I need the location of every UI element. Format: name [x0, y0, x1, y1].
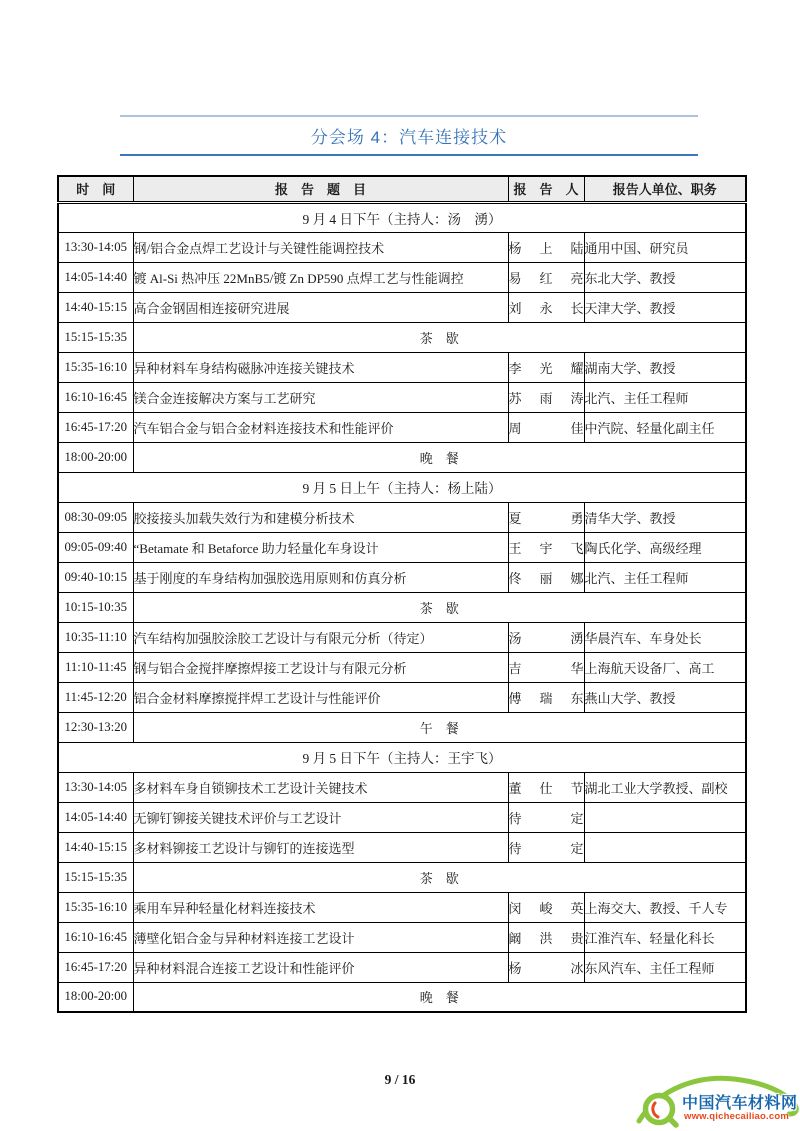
speaker-cell: 杨上陆	[508, 232, 584, 262]
time-cell: 14:05-14:40	[58, 802, 133, 832]
talk-row	[58, 382, 746, 412]
talk-row	[58, 232, 746, 262]
speaker-cell: 闵峻英	[508, 892, 584, 922]
talk-title-cell: 异种材料混合连接工艺设计和性能评价	[133, 952, 508, 982]
time-cell: 13:30-14:05	[58, 232, 133, 262]
page-number: 9 / 16	[384, 1072, 416, 1087]
speaker-cell: 傅瑞东	[508, 682, 584, 712]
session-header-row	[58, 202, 746, 232]
talk-title-cell: 汽车结构加强胶涂胶工艺设计与有限元分析（待定）	[133, 622, 508, 652]
session-header-row	[58, 742, 746, 772]
time-cell: 15:35-16:10	[58, 352, 133, 382]
time-cell: 15:15-15:35	[58, 862, 133, 892]
break-row	[58, 592, 746, 622]
speaker-cell: 待定	[508, 802, 584, 832]
session-header-label: 9 月 5 日上午（主持人：杨上陆）	[58, 472, 746, 502]
talk-title-cell: 薄壁化铝合金与异种材料连接工艺设计	[133, 922, 508, 952]
time-cell: 13:30-14:05	[58, 772, 133, 802]
talk-title-cell: 高合金钢固相连接研究进展	[133, 292, 508, 322]
org-cell: 通用中国、研究员	[584, 232, 746, 262]
org-cell: 清华大学、教授	[584, 502, 746, 532]
org-cell: 上海航天设备厂、高工	[584, 652, 746, 682]
talk-row	[58, 892, 746, 922]
time-cell: 14:40-15:15	[58, 292, 133, 322]
session-header-row	[58, 472, 746, 502]
speaker-cell: 待定	[508, 832, 584, 862]
speaker-cell: 佟丽娜	[508, 562, 584, 592]
time-cell: 10:35-11:10	[58, 622, 133, 652]
speaker-cell: 阚洪贵	[508, 922, 584, 952]
time-cell: 12:30-13:20	[58, 712, 133, 742]
speaker-cell: 李光耀	[508, 352, 584, 382]
talk-row	[58, 532, 746, 562]
org-cell: 北汽、主任工程师	[584, 382, 746, 412]
site-logo	[632, 1071, 800, 1131]
break-label: 茶 歇	[133, 592, 746, 622]
org-cell: 燕山大学、教授	[584, 682, 746, 712]
talk-title-cell: 钢/铝合金点焊工艺设计与关键性能调控技术	[133, 232, 508, 262]
time-cell: 08:30-09:05	[58, 502, 133, 532]
schedule-table	[57, 175, 747, 1013]
logo-site-name: 中国汽车材料网	[682, 1095, 798, 1112]
talk-row	[58, 502, 746, 532]
speaker-cell: 周佳	[508, 412, 584, 442]
org-cell: 中汽院、轻量化副主任	[584, 412, 746, 442]
break-row	[58, 862, 746, 892]
time-cell: 18:00-20:00	[58, 442, 133, 472]
talk-row	[58, 682, 746, 712]
speaker-cell: 汤湧	[508, 622, 584, 652]
break-row	[58, 982, 746, 1012]
talk-title-cell: 基于刚度的车身结构加强胶选用原则和仿真分析	[133, 562, 508, 592]
session-header-label: 9 月 4 日下午（主持人：汤 湧）	[58, 202, 746, 232]
talk-row	[58, 952, 746, 982]
org-cell: 湖南大学、教授	[584, 352, 746, 382]
talk-row	[58, 772, 746, 802]
break-label: 茶 歇	[133, 862, 746, 892]
break-row	[58, 322, 746, 352]
org-cell: 湖北工业大学教授、副校	[584, 772, 746, 802]
speaker-cell: 易红亮	[508, 262, 584, 292]
time-cell: 11:10-11:45	[58, 652, 133, 682]
time-cell: 10:15-10:35	[58, 592, 133, 622]
talk-title-cell: 铝合金材料摩擦搅拌焊工艺设计与性能评价	[133, 682, 508, 712]
logo-site-url: www.qichecailiao.com	[684, 1111, 790, 1122]
talk-title-cell: 异种材料车身结构磁脉冲连接关键技术	[133, 352, 508, 382]
org-cell: 东风汽车、主任工程师	[584, 952, 746, 982]
org-cell: 江淮汽车、轻量化科长	[584, 922, 746, 952]
talk-row	[58, 652, 746, 682]
talk-row	[58, 262, 746, 292]
org-cell	[584, 832, 746, 862]
time-cell: 16:45-17:20	[58, 952, 133, 982]
speaker-cell: 杨冰	[508, 952, 584, 982]
talk-row	[58, 622, 746, 652]
break-row	[58, 442, 746, 472]
speaker-cell: 夏勇	[508, 502, 584, 532]
talk-row	[58, 562, 746, 592]
talk-title-cell: 乘用车异种轻量化材料连接技术	[133, 892, 508, 922]
time-cell: 09:05-09:40	[58, 532, 133, 562]
org-cell: 陶氏化学、高级经理	[584, 532, 746, 562]
talk-row	[58, 292, 746, 322]
talk-title-cell: 镁合金连接解决方案与工艺研究	[133, 382, 508, 412]
speaker-cell: 王宇飞	[508, 532, 584, 562]
org-cell	[584, 802, 746, 832]
session-header-label: 9 月 5 日下午（主持人：王宇飞）	[58, 742, 746, 772]
speaker-cell: 苏雨涛	[508, 382, 584, 412]
break-label: 茶 歇	[133, 322, 746, 352]
col-header-speaker: 报 告 人	[508, 176, 584, 202]
speaker-cell: 董仕节	[508, 772, 584, 802]
org-cell: 上海交大、教授、千人专	[584, 892, 746, 922]
time-cell: 16:10-16:45	[58, 922, 133, 952]
talk-title-cell: 多材料车身自锁铆技术工艺设计关键技术	[133, 772, 508, 802]
speaker-cell: 刘永长	[508, 292, 584, 322]
col-header-org: 报告人单位、职务	[584, 176, 746, 202]
time-cell: 15:15-15:35	[58, 322, 133, 352]
talk-row	[58, 922, 746, 952]
break-row	[58, 712, 746, 742]
time-cell: 14:40-15:15	[58, 832, 133, 862]
talk-row	[58, 832, 746, 862]
talk-title-cell: 钢与铝合金搅拌摩擦焊接工艺设计与有限元分析	[133, 652, 508, 682]
org-cell: 北汽、主任工程师	[584, 562, 746, 592]
org-cell: 东北大学、教授	[584, 262, 746, 292]
talk-title-cell: 胶接接头加载失效行为和建模分析技术	[133, 502, 508, 532]
talk-row	[58, 352, 746, 382]
talk-row	[58, 412, 746, 442]
talk-title-cell: “Betamate 和 Betaforce 助力轻量化车身设计	[133, 532, 508, 562]
session-title: 分会场 4：汽车连接技术	[120, 115, 698, 156]
break-label: 晚 餐	[133, 442, 746, 472]
talk-title-cell: 汽车铝合金与铝合金材料连接技术和性能评价	[133, 412, 508, 442]
header-row	[58, 176, 746, 202]
break-label: 晚 餐	[133, 982, 746, 1012]
talk-title-cell: 无铆钉铆接关键技术评价与工艺设计	[133, 802, 508, 832]
time-cell: 15:35-16:10	[58, 892, 133, 922]
col-header-time: 时 间	[58, 176, 133, 202]
time-cell: 16:45-17:20	[58, 412, 133, 442]
talk-title-cell: 多材料铆接工艺设计与铆钉的连接选型	[133, 832, 508, 862]
talk-title-cell: 镀 Al-Si 热冲压 22MnB5/镀 Zn DP590 点焊工艺与性能调控	[133, 262, 508, 292]
col-header-title: 报 告 题 目	[133, 176, 508, 202]
org-cell: 天津大学、教授	[584, 292, 746, 322]
time-cell: 09:40-10:15	[58, 562, 133, 592]
break-label: 午 餐	[133, 712, 746, 742]
time-cell: 14:05-14:40	[58, 262, 133, 292]
time-cell: 16:10-16:45	[58, 382, 133, 412]
time-cell: 18:00-20:00	[58, 982, 133, 1012]
talk-row	[58, 802, 746, 832]
org-cell: 华晨汽车、车身处长	[584, 622, 746, 652]
time-cell: 11:45-12:20	[58, 682, 133, 712]
speaker-cell: 吉华	[508, 652, 584, 682]
